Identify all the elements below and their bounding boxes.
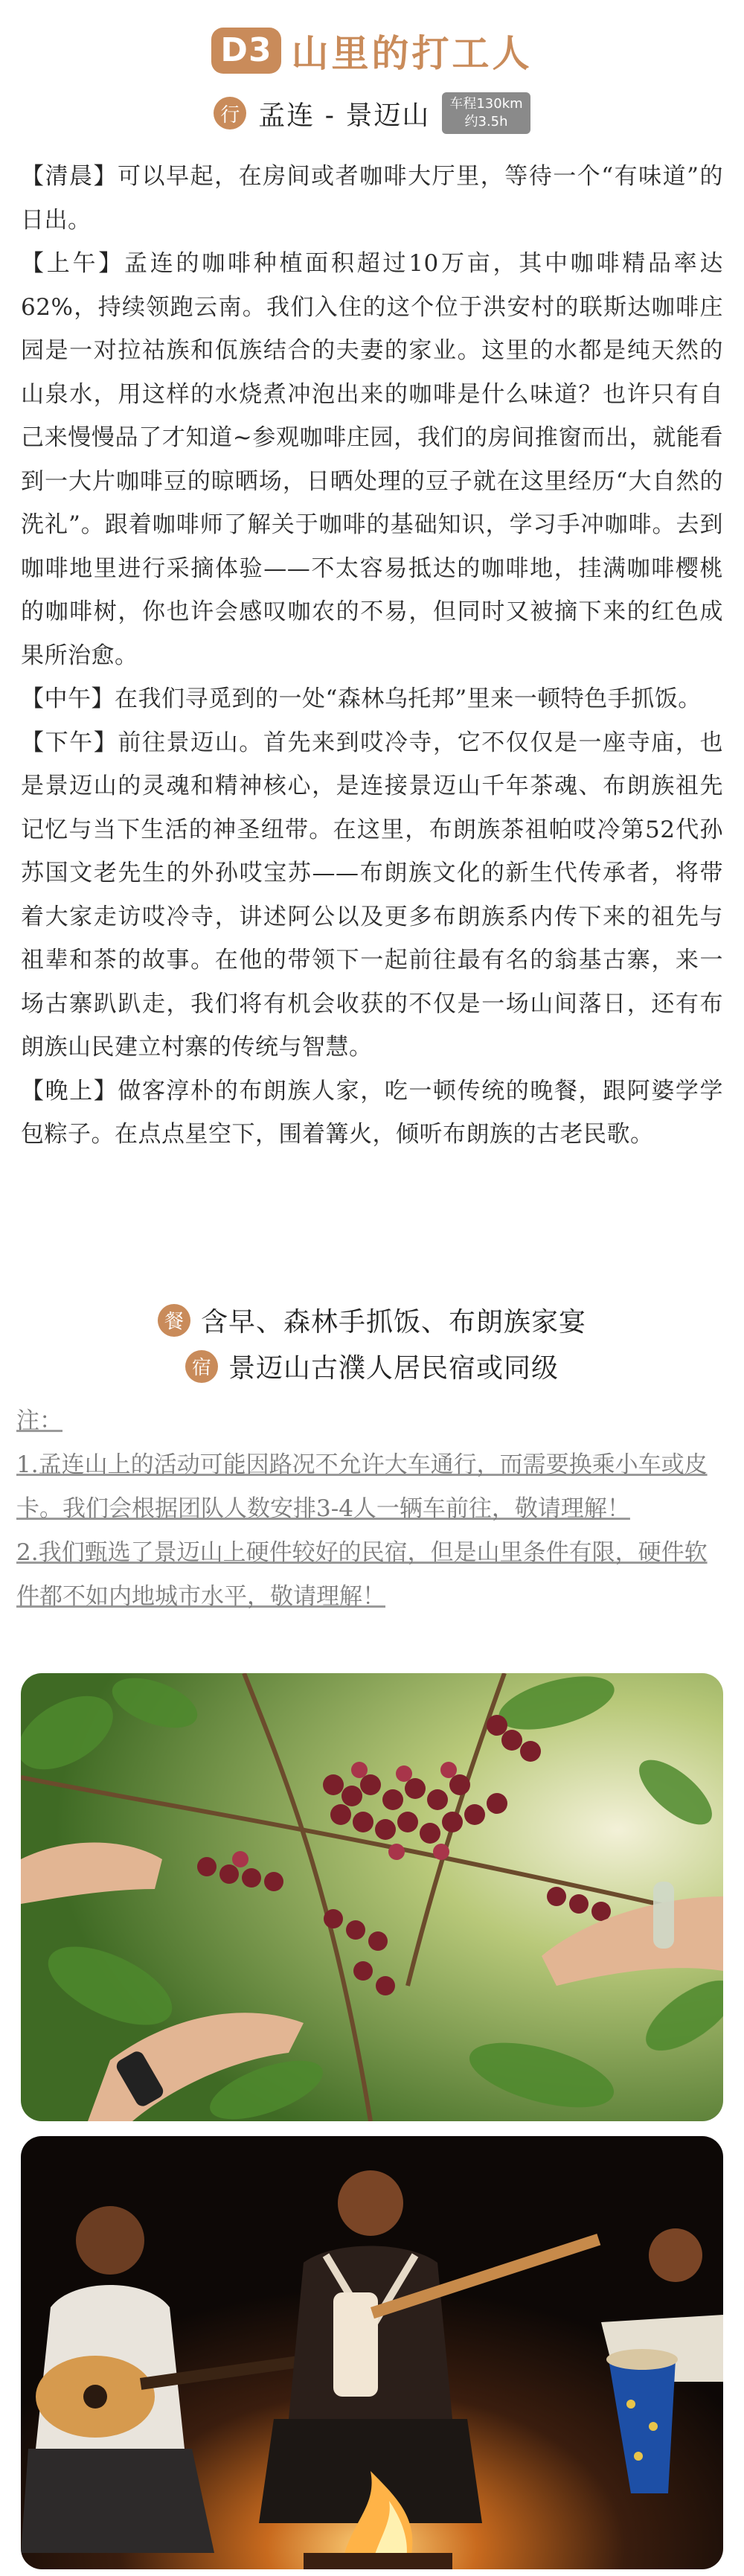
- schedule-text: 前往景迈山。首先来到哎冷寺，它不仅仅是一座寺庙，也是景迈山的灵魂和精神核心，是连接景迈山千年茶魂、布朗族祖先记忆与当下生活的神圣纽带。在这里，布朗族茶祖帕哎冷第52代孙苏国文老先生的外孙哎宝苏——布朗族文化的新生代传承者，将带着大家走访哎冷寺，讲述阿公以及更多布朗族系内传下来的祖先与祖辈和茶的故事。在他的带领下一起前往最有名的翁基古寨，来一场古寨趴趴走，我们将有机会收获的不仅是一场山间落日，还有布朗族山民建立村寨的传统与智慧。: [21, 729, 723, 1061]
- bonfire-music-photo: [21, 2136, 723, 2569]
- time-tag: 【下午】: [21, 729, 118, 756]
- day-title: [0, 24, 744, 77]
- time-tag: 【上午】: [21, 250, 125, 277]
- schedule-text: 做客淳朴的布朗族人家，吃一顿传统的晚餐，跟阿婆学学包粽子。在点点星空下，围着篝火，倾听布朗族的古老民歌。: [21, 1077, 723, 1148]
- time-tag: 【中午】: [21, 685, 115, 712]
- page-title: 山里的打工人: [291, 31, 533, 75]
- distance-line: 车程130km: [449, 96, 523, 112]
- route-row: [0, 92, 744, 134]
- schedule-dawn: [21, 155, 723, 242]
- duration-line: 约3.5h: [464, 114, 508, 130]
- schedule-morning: [21, 242, 723, 677]
- schedule-noon: [21, 677, 723, 721]
- stay-text: 景迈山古濮人居民宿或同级: [228, 1353, 559, 1384]
- bonfire-music-image: [21, 2136, 723, 2569]
- time-tag: 【清晨】: [21, 163, 118, 190]
- meals-row: [0, 1301, 744, 1339]
- notes: [16, 1399, 728, 1619]
- time-tag: 【晚上】: [21, 1077, 118, 1105]
- lodging-icon: 宿: [185, 1350, 218, 1383]
- schedule-afternoon: [21, 721, 723, 1070]
- schedule-text: 可以早起，在房间或者咖啡大厅里，等待一个“有味道”的日出。: [21, 163, 723, 234]
- day-badge: D3: [211, 28, 280, 74]
- note-item: 1.孟连山上的活动可能因路况不允许大车通行，而需要换乘小车或皮卡。我们会根据团队人数安排3-4人一辆车前往，敬请理解！: [16, 1451, 708, 1522]
- route-text: 孟连 - 景迈山: [258, 100, 431, 131]
- notes-heading: 注：: [16, 1407, 62, 1434]
- travel-icon: 行: [214, 97, 246, 130]
- coffee-picking-image: [21, 1673, 723, 2121]
- schedule: [21, 155, 723, 1157]
- schedule-evening: [21, 1070, 723, 1157]
- meal-icon: 餐: [158, 1304, 190, 1337]
- distance-badge: [442, 92, 530, 134]
- note-item: 2.我们甄选了景迈山上硬件较好的民宿，但是山里条件有限，硬件软件都不如内地城市水平，敬请理解！: [16, 1539, 708, 1610]
- schedule-text: 在我们寻觅到的一处“森林乌托邦”里来一顿特色手抓饭。: [115, 685, 702, 712]
- stay-row: [0, 1347, 744, 1385]
- coffee-picking-photo: [21, 1673, 723, 2121]
- meals-text: 含早、森林手抓饭、布朗族家宴: [200, 1307, 586, 1337]
- schedule-text: 孟连的咖啡种植面积超过10万亩，其中咖啡精品率达62%，持续领跑云南。我们入住的这个位于洪安村的联斯达咖啡庄园是一对拉祜族和佤族结合的夫妻的家业。这里的水都是纯天然的山泉水，用这样的水烧煮冲泡出来的咖啡是什么味道？也许只有自己来慢慢品了才知道~参观咖啡庄园，我们的房间推窗而出，就能看到一大片咖啡豆的晾晒场，日晒处理的豆子就在这里经历“大自然的洗礼”。跟着咖啡师了解关于咖啡的基础知识，学习手冲咖啡。去到咖啡地里进行采摘体验——不太容易抵达的咖啡地，挂满咖啡樱桃的咖啡树，你也许会感叹咖农的不易，但同时又被摘下来的红色成果所治愈。: [21, 250, 723, 669]
